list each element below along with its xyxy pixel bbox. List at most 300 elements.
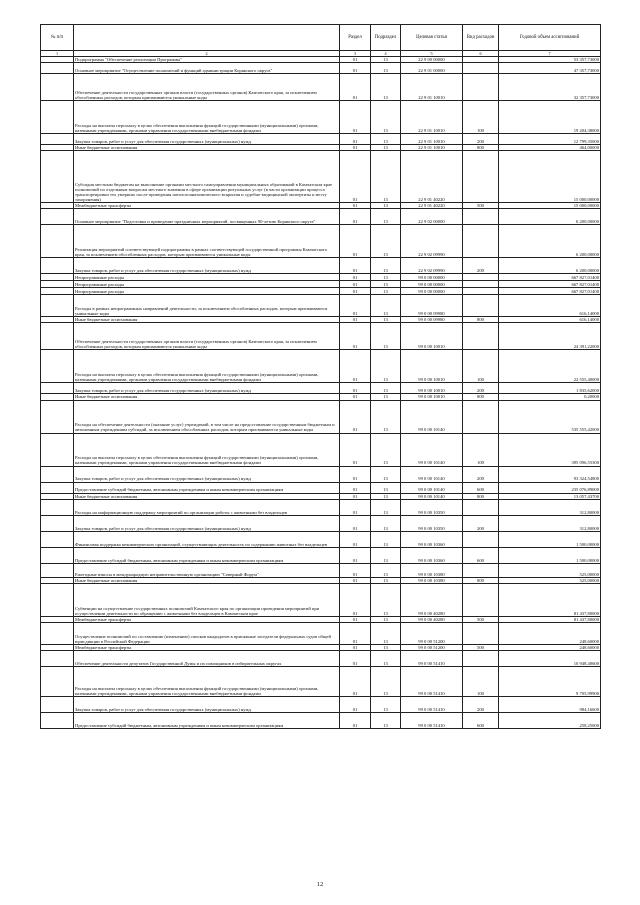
row-name-cell: Иные бюджетные ассигнования xyxy=(74,394,340,400)
row-amount-cell: 667 827,01400 xyxy=(499,274,601,281)
row-name-cell: Расходы на выплаты персоналу в целях обеспечения выполнения функций государственными (муниципальными) органами, казенными учреждениями, органами управления государственными внебюджетными фондами xyxy=(74,350,340,383)
row-podrazdel-cell: 13 xyxy=(371,225,401,258)
row-target-article-cell: 22 9 02 09990 xyxy=(401,225,463,258)
row-number-cell xyxy=(41,209,74,225)
row-amount-cell: 9 705,99900 xyxy=(499,666,601,696)
row-razdel-cell: 01 xyxy=(340,258,371,274)
row-razdel-cell: 01 xyxy=(340,57,371,63)
row-expense-type-cell xyxy=(463,63,499,74)
row-target-article-cell: 99 0 00 51200 xyxy=(401,622,463,644)
row-name-cell: Подпрограмма "Обеспечение реализации Программы" xyxy=(74,57,340,63)
row-target-article-cell: 22 9 01 40220 xyxy=(401,151,463,203)
row-podrazdel-cell: 13 xyxy=(371,394,401,400)
table-row xyxy=(41,225,601,258)
row-name-cell: Предоставление субсидий бюджетным, автономным учреждениям и иным некоммерческим организациям xyxy=(74,712,340,728)
header-target-article: Целевая статья xyxy=(401,25,463,51)
row-amount-cell: 1 835,62000 xyxy=(499,383,601,394)
table-row xyxy=(41,209,601,225)
row-expense-type-cell: 100 xyxy=(463,666,499,696)
row-razdel-cell: 01 xyxy=(340,499,371,515)
row-target-article-cell: 99 0 00 09980 xyxy=(401,317,463,323)
row-name-cell: Иные бюджетные ассигнования xyxy=(74,577,340,583)
table-row xyxy=(41,583,601,616)
row-expense-type-cell xyxy=(463,400,499,433)
row-podrazdel-cell: 13 xyxy=(371,317,401,323)
row-amount-cell: 47 357,73000 xyxy=(499,63,601,74)
table-row xyxy=(41,151,601,203)
row-name-cell: Обеспечение деятельности государственных органов власти (государственных органов) Камчатского края, за исключением обособленных расходов, которым присваиваются уникальные коды xyxy=(74,74,340,101)
row-amount-cell: 667 827,01400 xyxy=(499,288,601,295)
row-razdel-cell: 01 xyxy=(340,696,371,712)
row-expense-type-cell xyxy=(463,622,499,644)
row-target-article-cell: 99 0 00 10380 xyxy=(401,577,463,583)
table-row xyxy=(41,295,601,317)
table-row xyxy=(41,74,601,101)
row-target-article-cell: 99 0 00 10380 xyxy=(401,563,463,577)
row-target-article-cell: 99 0 00 10360 xyxy=(401,547,463,563)
column-number: 2 xyxy=(74,51,340,57)
row-razdel-cell: 01 xyxy=(340,577,371,583)
row-razdel-cell: 01 xyxy=(340,281,371,288)
row-expense-type-cell: 600 xyxy=(463,547,499,563)
row-podrazdel-cell: 13 xyxy=(371,63,401,74)
row-expense-type-cell: 100 xyxy=(463,350,499,383)
row-name-cell: Иные бюджетные ассигнования xyxy=(74,493,340,499)
row-target-article-cell: 99 0 00 51200 xyxy=(401,644,463,650)
row-podrazdel-cell: 13 xyxy=(371,383,401,394)
row-amount-cell: 235 076,89000 xyxy=(499,482,601,493)
row-name-cell: Основное мероприятие "Осуществление полномочий и функций администрации Корякского округа" xyxy=(74,63,340,74)
header-razdel: Раздел xyxy=(340,25,371,51)
column-number: 5 xyxy=(401,51,463,57)
table-row xyxy=(41,400,601,433)
row-name-cell: Иные бюджетные ассигнования xyxy=(74,317,340,323)
row-name-cell: Закупка товаров, работ и услуг для обеспечения государственных (муниципальных) нужд xyxy=(74,466,340,482)
row-podrazdel-cell: 13 xyxy=(371,650,401,666)
row-target-article-cell: 99 0 00 10010 xyxy=(401,383,463,394)
row-podrazdel-cell: 13 xyxy=(371,258,401,274)
row-podrazdel-cell: 13 xyxy=(371,323,401,350)
row-expense-type-cell: 800 xyxy=(463,145,499,151)
row-target-article-cell: 22 9 00 00000 xyxy=(401,57,463,63)
budget-table xyxy=(40,24,601,729)
row-amount-cell: 10 948,40600 xyxy=(499,650,601,666)
row-target-article-cell: 99 0 00 51410 xyxy=(401,666,463,696)
row-number-cell xyxy=(41,151,74,203)
row-name-cell: Субсидия местным бюджетам на выполнение органами местного самоуправления муниципальных образований в Камчатском крае полномочий по отдельным вопросам местного значения в сфере организации ритуальных услуг (в части организации процесса транспортировки тел умерших после проведения патологоанатомического вскрытия и судебно-медицинской экспертизы к месту захоронения) xyxy=(74,151,340,203)
row-podrazdel-cell: 13 xyxy=(371,203,401,209)
row-podrazdel-cell: 13 xyxy=(371,583,401,616)
budget-sheet xyxy=(40,24,600,729)
table-row xyxy=(41,499,601,515)
row-expense-type-cell: 200 xyxy=(463,466,499,482)
table-row xyxy=(41,482,601,493)
row-name-cell: Закупка товаров, работ и услуг для обеспечения государственных (муниципальных) нужд xyxy=(74,383,340,394)
row-expense-type-cell: 100 xyxy=(463,101,499,134)
row-target-article-cell: 99 0 00 10140 xyxy=(401,400,463,433)
row-name-cell: Иные бюджетные ассигнования xyxy=(74,145,340,151)
table-body xyxy=(41,57,601,729)
row-amount-cell: 81 437,80000 xyxy=(499,583,601,616)
row-podrazdel-cell: 13 xyxy=(371,644,401,650)
row-name-cell: Непрограммные расходы xyxy=(74,281,340,288)
table-row xyxy=(41,696,601,712)
row-razdel-cell: 01 xyxy=(340,644,371,650)
table-row xyxy=(41,547,601,563)
row-number-cell xyxy=(41,666,74,696)
row-name-cell: Ежегодные взносы в международную неправительственную организацию "Северный Форум" xyxy=(74,563,340,577)
row-expense-type-cell xyxy=(463,225,499,258)
row-expense-type-cell: 500 xyxy=(463,203,499,209)
table-row xyxy=(41,323,601,350)
row-amount-cell: 616,14000 xyxy=(499,295,601,317)
row-expense-type-cell: 200 xyxy=(463,515,499,531)
table-row xyxy=(41,63,601,74)
row-amount-cell: 81 437,80000 xyxy=(499,616,601,622)
row-razdel-cell: 01 xyxy=(340,493,371,499)
row-amount-cell: 12 799,35000 xyxy=(499,134,601,145)
row-number-cell xyxy=(41,288,74,295)
row-name-cell: Финансовая поддержка некоммерческих организаций, осуществляющих деятельность по содержанию животных без владельцев xyxy=(74,531,340,547)
row-razdel-cell: 01 xyxy=(340,151,371,203)
table-row xyxy=(41,666,601,696)
row-razdel-cell: 01 xyxy=(340,323,371,350)
row-target-article-cell: 99 0 00 51410 xyxy=(401,650,463,666)
row-podrazdel-cell: 13 xyxy=(371,74,401,101)
row-number-cell xyxy=(41,323,74,350)
table-row xyxy=(41,515,601,531)
row-amount-cell: 13 057,43700 xyxy=(499,493,601,499)
row-number-cell xyxy=(41,696,74,712)
table-row xyxy=(41,101,601,134)
row-amount-cell: 258,25000 xyxy=(499,712,601,728)
row-expense-type-cell xyxy=(463,323,499,350)
column-number: 1 xyxy=(41,51,74,57)
row-target-article-cell: 99 0 00 10140 xyxy=(401,482,463,493)
row-number-cell xyxy=(41,515,74,531)
row-name-cell: Межбюджетные трансферты xyxy=(74,644,340,650)
row-number-cell xyxy=(41,134,74,145)
table-row xyxy=(41,281,601,288)
row-number-cell xyxy=(41,63,74,74)
column-number: 7 xyxy=(499,51,601,57)
row-expense-type-cell xyxy=(463,209,499,225)
row-expense-type-cell: 500 xyxy=(463,644,499,650)
row-amount-cell: 312,80000 xyxy=(499,515,601,531)
row-number-cell xyxy=(41,400,74,433)
row-number-cell xyxy=(41,101,74,134)
row-name-cell: Основное мероприятие "Подготовка и проведение праздничных мероприятий, посвященных 90-летию Корякского округа" xyxy=(74,209,340,225)
row-podrazdel-cell: 13 xyxy=(371,466,401,482)
row-name-cell: Расходы на обеспечение деятельности (оказание услуг) учреждений, в том числе на предоставление государственным бюджетным и автономным учреждениям субсидий, за исключением обособленных расходов, которым присваиваются уникальные коды xyxy=(74,400,340,433)
row-expense-type-cell: 500 xyxy=(463,616,499,622)
table-row xyxy=(41,712,601,728)
row-razdel-cell: 01 xyxy=(340,515,371,531)
table-row xyxy=(41,134,601,145)
row-target-article-cell: 99 0 00 10010 xyxy=(401,323,463,350)
row-amount-cell: 616,14000 xyxy=(499,317,601,323)
row-number-cell xyxy=(41,433,74,466)
row-target-article-cell: 22 9 02 00000 xyxy=(401,209,463,225)
row-podrazdel-cell: 13 xyxy=(371,274,401,281)
row-razdel-cell: 01 xyxy=(340,74,371,101)
row-razdel-cell: 01 xyxy=(340,209,371,225)
row-name-cell: Закупка товаров, работ и услуг для обеспечения государственных (муниципальных) нужд xyxy=(74,515,340,531)
row-razdel-cell: 01 xyxy=(340,317,371,323)
row-amount-cell: 22 555,40000 xyxy=(499,350,601,383)
row-name-cell: Межбюджетные трансферты xyxy=(74,203,340,209)
column-number: 4 xyxy=(371,51,401,57)
row-amount-cell: 248,60000 xyxy=(499,644,601,650)
table-row xyxy=(41,433,601,466)
table-row xyxy=(41,563,601,577)
row-target-article-cell: 22 9 01 10010 xyxy=(401,134,463,145)
row-target-article-cell: 99 0 00 51410 xyxy=(401,712,463,728)
row-razdel-cell: 01 xyxy=(340,547,371,563)
row-amount-cell: 395 096,55300 xyxy=(499,433,601,466)
row-podrazdel-cell: 13 xyxy=(371,433,401,466)
row-podrazdel-cell: 13 xyxy=(371,288,401,295)
row-name-cell: Обеспечение деятельности депутатов Государственной Думы и их помощников в избирательных округах xyxy=(74,650,340,666)
row-podrazdel-cell: 13 xyxy=(371,515,401,531)
row-razdel-cell: 01 xyxy=(340,295,371,317)
header-number: № п/п xyxy=(41,25,74,51)
row-razdel-cell: 01 xyxy=(340,394,371,400)
header-name xyxy=(74,25,340,51)
row-target-article-cell: 99 0 00 51410 xyxy=(401,696,463,712)
row-razdel-cell: 01 xyxy=(340,400,371,433)
row-razdel-cell: 01 xyxy=(340,482,371,493)
row-amount-cell: 6 200,00000 xyxy=(499,225,601,258)
row-expense-type-cell: 200 xyxy=(463,258,499,274)
row-podrazdel-cell: 13 xyxy=(371,482,401,493)
row-name-cell: Предоставление субсидий бюджетным, автономным учреждениям и иным некоммерческим организациям xyxy=(74,547,340,563)
row-razdel-cell: 01 xyxy=(340,650,371,666)
row-name-cell: Межбюджетные трансферты xyxy=(74,616,340,622)
row-amount-cell: 32 357,73000 xyxy=(499,74,601,101)
row-podrazdel-cell: 13 xyxy=(371,145,401,151)
row-razdel-cell: 01 xyxy=(340,288,371,295)
row-podrazdel-cell: 13 xyxy=(371,563,401,577)
row-target-article-cell: 99 0 00 00000 xyxy=(401,281,463,288)
row-number-cell xyxy=(41,281,74,288)
row-amount-cell: 667 827,01400 xyxy=(499,281,601,288)
row-amount-cell: 525,00000 xyxy=(499,577,601,583)
row-razdel-cell: 01 xyxy=(340,383,371,394)
row-target-article-cell: 22 9 01 00000 xyxy=(401,63,463,74)
row-razdel-cell: 01 xyxy=(340,531,371,547)
row-podrazdel-cell: 13 xyxy=(371,531,401,547)
row-target-article-cell: 99 0 00 10140 xyxy=(401,433,463,466)
row-razdel-cell: 01 xyxy=(340,616,371,622)
row-razdel-cell: 01 xyxy=(340,145,371,151)
row-number-cell xyxy=(41,225,74,258)
row-target-article-cell: 99 0 00 40280 xyxy=(401,583,463,616)
row-expense-type-cell: 600 xyxy=(463,482,499,493)
row-expense-type-cell: 200 xyxy=(463,383,499,394)
row-number-cell xyxy=(41,258,74,274)
row-number-cell xyxy=(41,563,74,577)
row-target-article-cell: 99 0 00 10140 xyxy=(401,466,463,482)
row-number-cell xyxy=(41,466,74,482)
row-podrazdel-cell: 13 xyxy=(371,696,401,712)
row-podrazdel-cell: 13 xyxy=(371,281,401,288)
row-razdel-cell: 01 xyxy=(340,466,371,482)
table-row xyxy=(41,350,601,383)
row-podrazdel-cell: 13 xyxy=(371,712,401,728)
row-razdel-cell: 01 xyxy=(340,583,371,616)
row-expense-type-cell: 800 xyxy=(463,577,499,583)
table-row xyxy=(41,531,601,547)
row-amount-cell: 15 000,00000 xyxy=(499,203,601,209)
row-expense-type-cell xyxy=(463,274,499,281)
row-razdel-cell: 01 xyxy=(340,433,371,466)
row-target-article-cell: 22 9 01 10010 xyxy=(401,145,463,151)
row-number-cell xyxy=(41,74,74,101)
row-number-cell xyxy=(41,350,74,383)
row-name-cell: Непрограммные расходы xyxy=(74,288,340,295)
row-amount-cell: 312,80000 xyxy=(499,499,601,515)
row-name-cell: Закупка товаров, работ и услуг для обеспечения государственных (муниципальных) нужд xyxy=(74,696,340,712)
row-target-article-cell: 99 0 00 10010 xyxy=(401,394,463,400)
row-target-article-cell: 22 9 02 09990 xyxy=(401,258,463,274)
row-razdel-cell: 01 xyxy=(340,274,371,281)
row-razdel-cell: 01 xyxy=(340,101,371,134)
row-amount-cell: 6 200,00000 xyxy=(499,258,601,274)
row-name-cell: Предоставление субсидий бюджетным, автономным учреждениям и иным некоммерческим организациям xyxy=(74,482,340,493)
row-razdel-cell: 01 xyxy=(340,134,371,145)
row-name-cell: Субвенции на осуществление государственных полномочий Камчатского края по организации проведения мероприятий при осуществлении деятельности по обращению с животными без владельцев в Камчатском крае xyxy=(74,583,340,616)
row-expense-type-cell xyxy=(463,151,499,203)
row-amount-cell: 93 324,54800 xyxy=(499,466,601,482)
row-expense-type-cell xyxy=(463,531,499,547)
page-number: 12 xyxy=(316,881,324,888)
row-number-cell xyxy=(41,295,74,317)
row-target-article-cell: 99 0 00 09980 xyxy=(401,295,463,317)
row-amount-cell: 525,00000 xyxy=(499,563,601,577)
table-row xyxy=(41,274,601,281)
row-expense-type-cell: 800 xyxy=(463,394,499,400)
row-expense-type-cell xyxy=(463,499,499,515)
row-name-cell: Закупка товаров, работ и услуг для обеспечения государственных (муниципальных) нужд xyxy=(74,258,340,274)
row-target-article-cell: 22 9 01 10010 xyxy=(401,101,463,134)
row-razdel-cell: 01 xyxy=(340,350,371,383)
table-row xyxy=(41,288,601,295)
row-target-article-cell: 99 0 00 00000 xyxy=(401,288,463,295)
row-razdel-cell: 01 xyxy=(340,563,371,577)
row-target-article-cell: 99 0 00 10010 xyxy=(401,350,463,383)
row-expense-type-cell xyxy=(463,563,499,577)
row-amount-cell: 24 391,22000 xyxy=(499,323,601,350)
row-target-article-cell: 99 0 00 40280 xyxy=(401,616,463,622)
row-amount-cell: 464,00000 xyxy=(499,145,601,151)
row-number-cell xyxy=(41,499,74,515)
row-target-article-cell: 22 9 01 40220 xyxy=(401,203,463,209)
row-expense-type-cell: 800 xyxy=(463,317,499,323)
row-amount-cell: 248,60000 xyxy=(499,622,601,644)
row-podrazdel-cell: 13 xyxy=(371,101,401,134)
row-name-cell: Расходы на выплаты персоналу в целях обеспечения выполнения функций государственными (муниципальными) органами, казенными учреждениями, органами управления государственными внебюджетными фондами xyxy=(74,433,340,466)
row-razdel-cell: 01 xyxy=(340,712,371,728)
row-razdel-cell: 01 xyxy=(340,63,371,74)
row-amount-cell: 1 500,00000 xyxy=(499,547,601,563)
row-target-article-cell: 99 0 00 10350 xyxy=(401,499,463,515)
row-razdel-cell: 01 xyxy=(340,622,371,644)
row-podrazdel-cell: 13 xyxy=(371,400,401,433)
column-number: 6 xyxy=(463,51,499,57)
row-number-cell xyxy=(41,712,74,728)
table-row xyxy=(41,258,601,274)
row-name-cell: Расходы на информационную поддержку мероприятий по организации работы с животными без владельцев xyxy=(74,499,340,515)
row-podrazdel-cell: 13 xyxy=(371,350,401,383)
row-name-cell: Расходы на выплаты персоналу в целях обеспечения выполнения функций государственными (муниципальными) органами, казенными учреждениями, органами управления государственными внебюджетными фондами xyxy=(74,101,340,134)
row-number-cell xyxy=(41,383,74,394)
row-podrazdel-cell: 13 xyxy=(371,499,401,515)
row-number-cell xyxy=(41,622,74,644)
row-amount-cell: 984,16600 xyxy=(499,696,601,712)
row-expense-type-cell xyxy=(463,74,499,101)
row-name-cell: Реализация мероприятий соответствующей подпрограммы в рамках соответствующей государственной программы Камчатского края, за исключением обособленных расходов, которым присваиваются уникальные коды xyxy=(74,225,340,258)
row-expense-type-cell: 200 xyxy=(463,696,499,712)
row-podrazdel-cell: 13 xyxy=(371,616,401,622)
row-amount-cell: 0,20000 xyxy=(499,394,601,400)
row-target-article-cell: 99 0 00 10140 xyxy=(401,493,463,499)
row-podrazdel-cell: 13 xyxy=(371,666,401,696)
row-target-article-cell: 99 0 00 10350 xyxy=(401,515,463,531)
row-name-cell: Расходы в рамках непрограммных направлений деятельности, за исключением обособленных расходов, которым присваиваются уникальные коды xyxy=(74,295,340,317)
row-expense-type-cell: 100 xyxy=(463,433,499,466)
row-number-cell xyxy=(41,531,74,547)
table-header-row xyxy=(41,25,601,51)
row-name-cell: Закупка товаров, работ и услуг для обеспечения государственных (муниципальных) нужд xyxy=(74,134,340,145)
row-number-cell xyxy=(41,583,74,616)
row-amount-cell: 535 555,42000 xyxy=(499,400,601,433)
row-number-cell xyxy=(41,482,74,493)
row-name-cell: Осуществление полномочий по составлению (изменению) списков кандидатов в присяжные заседатели федеральных судов общей юрисдикции в Российской Федерации xyxy=(74,622,340,644)
row-podrazdel-cell: 13 xyxy=(371,577,401,583)
table-row xyxy=(41,622,601,644)
row-name-cell: Расходы на выплаты персоналу в целях обеспечения выполнения функций государственными (муниципальными) органами, казенными учреждениями, органами управления государственными внебюджетными фондами xyxy=(74,666,340,696)
row-podrazdel-cell: 13 xyxy=(371,622,401,644)
header-annual-amount: Годовой объем ассигнований xyxy=(499,25,601,51)
row-expense-type-cell xyxy=(463,583,499,616)
row-podrazdel-cell: 13 xyxy=(371,493,401,499)
row-podrazdel-cell: 13 xyxy=(371,295,401,317)
row-podrazdel-cell: 13 xyxy=(371,209,401,225)
row-number-cell xyxy=(41,547,74,563)
table-row xyxy=(41,466,601,482)
row-expense-type-cell xyxy=(463,295,499,317)
row-expense-type-cell xyxy=(463,281,499,288)
row-podrazdel-cell: 13 xyxy=(371,151,401,203)
row-name-cell: Обеспечение деятельности государственных органов власти (государственных органов) Камчатского края, за исключением обособленных расходов, которым присваиваются уникальные коды xyxy=(74,323,340,350)
row-amount-cell: 19 204,38000 xyxy=(499,101,601,134)
header-podrazdel: Подраздел xyxy=(371,25,401,51)
row-target-article-cell: 99 0 00 10360 xyxy=(401,531,463,547)
row-name-cell: Непрограммные расходы xyxy=(74,274,340,281)
row-expense-type-cell: 200 xyxy=(463,134,499,145)
row-podrazdel-cell: 13 xyxy=(371,547,401,563)
header-expense-type: Вид расходов xyxy=(463,25,499,51)
row-podrazdel-cell: 13 xyxy=(371,134,401,145)
column-number: 3 xyxy=(340,51,371,57)
row-expense-type-cell: 800 xyxy=(463,493,499,499)
row-amount-cell: 1 500,00000 xyxy=(499,531,601,547)
row-razdel-cell: 01 xyxy=(340,666,371,696)
row-amount-cell: 6 200,00000 xyxy=(499,209,601,225)
row-number-cell xyxy=(41,274,74,281)
row-target-article-cell: 22 9 01 10010 xyxy=(401,74,463,101)
